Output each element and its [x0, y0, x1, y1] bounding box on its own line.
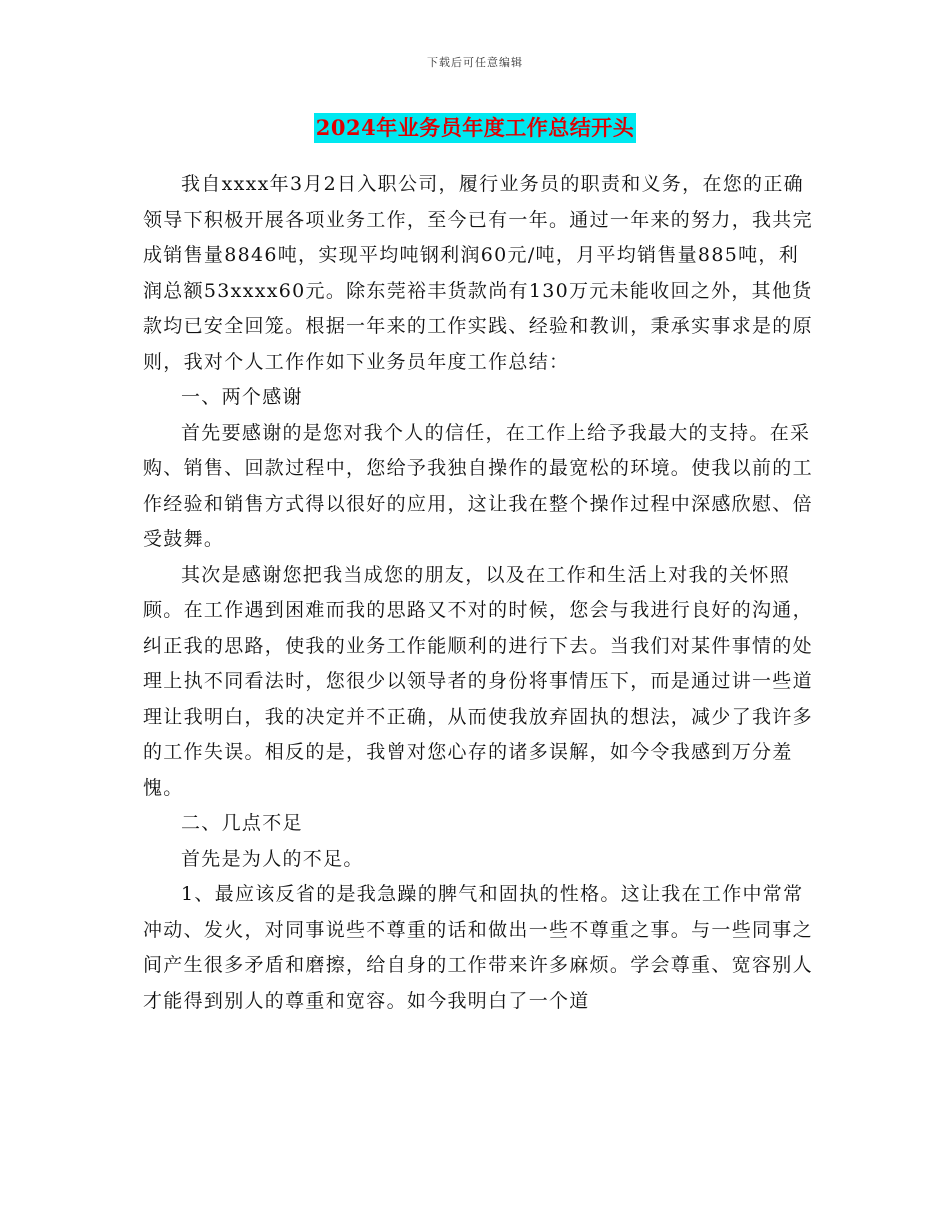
document-body	[143, 167, 813, 1019]
document-title: 2024年业务员年度工作总结开头	[314, 113, 636, 143]
page-header-note: 下载后可任意编辑	[427, 56, 523, 69]
paragraph-thanks-first: 首先要感谢的是您对我个人的信任，在工作上给予我最大的支持。在采购、销售、回款过程中，您给予我独自操作的最宽松的环境。使我以前的工作经验和销售方式得以很好的应用，这让我在整个操作过程中深感欣慰、倍受鼓舞。	[143, 421, 813, 550]
paragraph-shortcoming-intro: 首先是为人的不足。	[181, 847, 364, 870]
paragraph-shortcoming-1: 1、最应该反省的是我急躁的脾气和固执的性格。这让我在工作中常常冲动、发火，对同事说些不尊重的话和做出一些不尊重之事。与一些同事之间产生很多矛盾和磨擦，给自身的工作带来许多麻烦。学会尊重、宽容别人才能得到别人的尊重和宽容。如今我明白了一个道	[143, 883, 813, 1012]
paragraph-intro: 我自xxxx年3月2日入职公司，履行业务员的职责和义务，在您的正确领导下积极开展各项业务工作，至今已有一年。通过一年来的努力，我共完成销售量8846吨，实现平均吨钢利润60元/吨，月平均销售量885吨，利润总额53xxxx60元。除东莞裕丰货款尚有130万元未能收回之外，其他货款均已安全回笼。根据一年来的工作实践、经验和教训，秉承实事求是的原则，我对个人工作作如下业务员年度工作总结：	[143, 173, 813, 373]
paragraph-thanks-second: 其次是感谢您把我当成您的朋友，以及在工作和生活上对我的关怀照顾。在工作遇到困难而我的思路又不对的时候，您会与我进行良好的沟通，纠正我的思路，使我的业务工作能顺利的进行下去。当我们对某件事情的处理上执不同看法时，您很少以领导者的身份将事情压下，而是通过讲一些道理让我明白，我的决定并不正确，从而使我放弃固执的想法，减少了我许多的工作失误。相反的是，我曾对您心存的诸多误解，如今令我感到万分羞愧。	[143, 563, 813, 799]
section-heading-shortcomings: 二、几点不足	[181, 812, 303, 834]
title-container	[0, 113, 950, 143]
section-heading-thanks: 一、两个感谢	[181, 386, 303, 408]
